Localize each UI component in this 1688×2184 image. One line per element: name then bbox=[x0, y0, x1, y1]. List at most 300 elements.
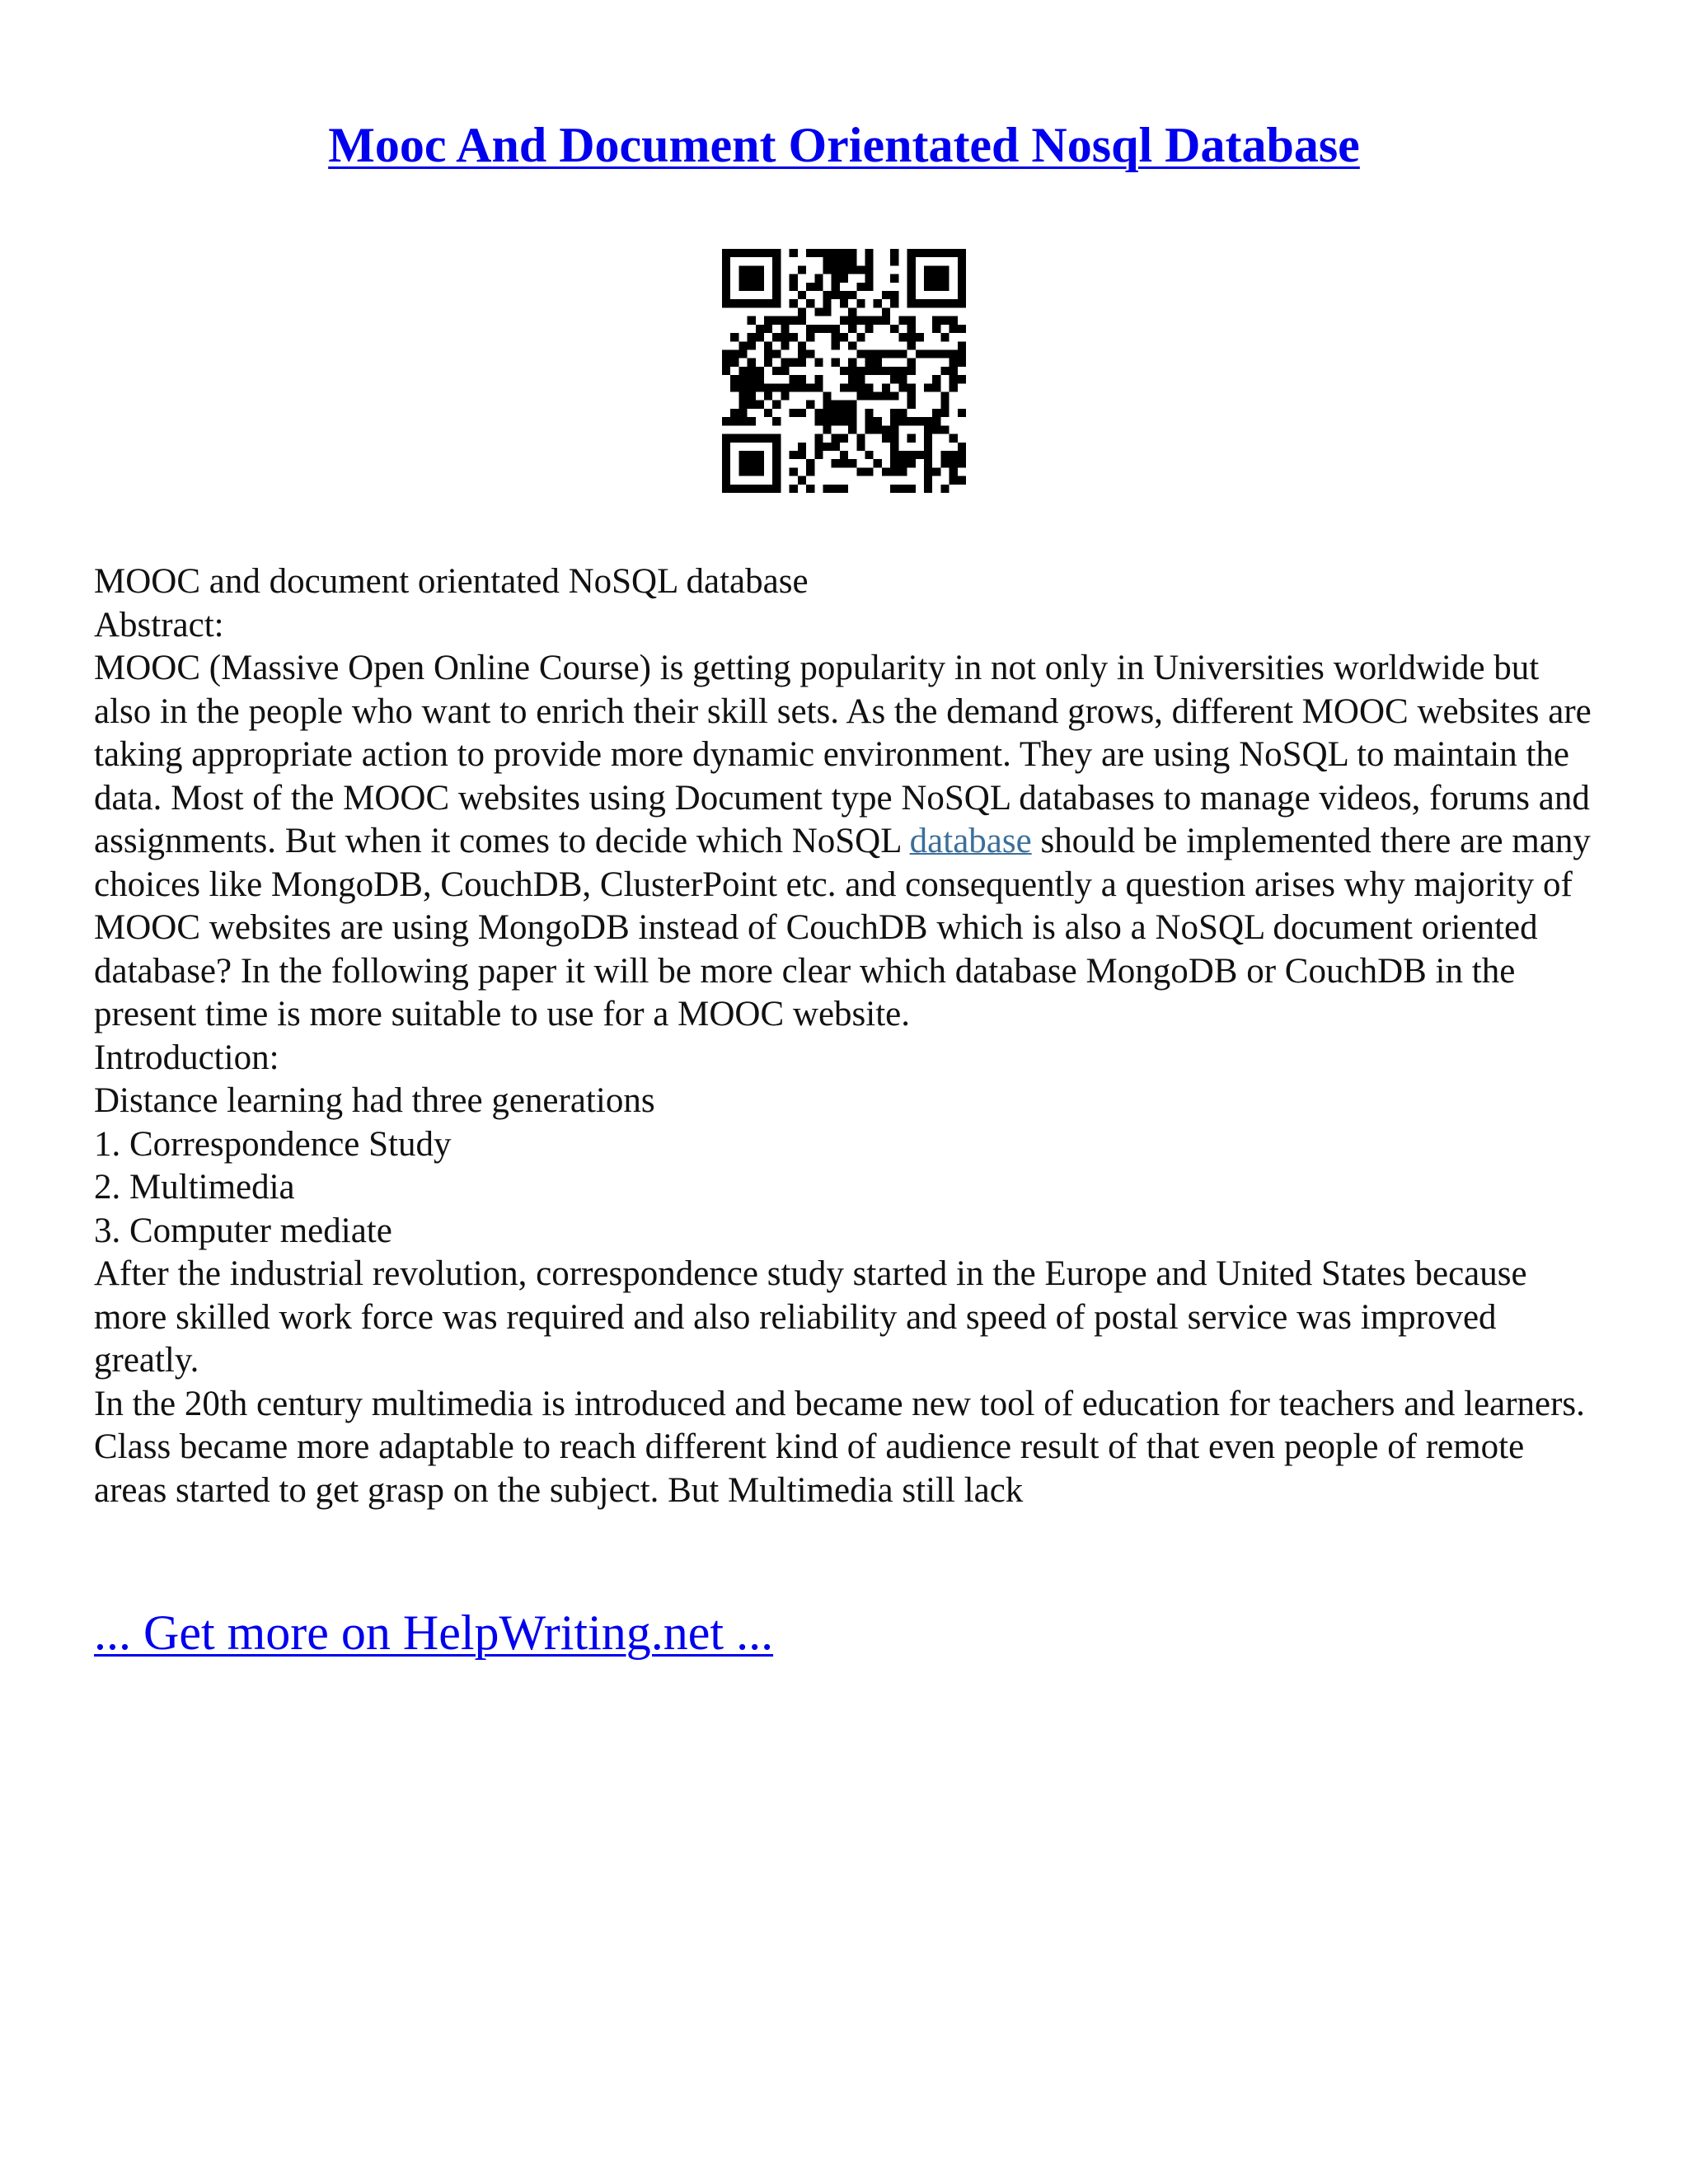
qr-module bbox=[738, 392, 747, 401]
abstract-text-after-link: should be implemented there are many choices like MongoDB, CouchDB, ClusterPoint etc. and consequently a question arises why majority of MOOC websites are using MongoDB instead of CouchDB which is also a NoSQL document oriented database? In the following paper it will be more clear which database MongoDB or CouchDB in the present time is more suitable to use for a MOOC website. bbox=[94, 822, 1591, 1033]
qr-module bbox=[840, 383, 848, 391]
qr-module bbox=[814, 283, 823, 291]
qr-module bbox=[738, 485, 747, 493]
qr-module bbox=[856, 283, 865, 291]
qr-module bbox=[932, 425, 940, 434]
qr-module bbox=[865, 409, 874, 417]
qr-module bbox=[924, 485, 932, 493]
qr-module bbox=[823, 443, 831, 451]
qr-module bbox=[856, 367, 865, 375]
qr-module bbox=[898, 375, 907, 383]
qr-module bbox=[730, 349, 738, 358]
qr-module bbox=[865, 325, 874, 333]
qr-module bbox=[907, 291, 916, 299]
qr-module bbox=[950, 476, 958, 485]
qr-module bbox=[874, 425, 882, 434]
qr-module bbox=[898, 316, 907, 325]
qr-module bbox=[722, 367, 730, 375]
qr-module bbox=[924, 443, 932, 451]
qr-module bbox=[730, 383, 738, 391]
qr-module bbox=[722, 476, 730, 485]
qr-module bbox=[748, 265, 756, 274]
qr-module bbox=[856, 375, 865, 383]
qr-module bbox=[823, 249, 831, 257]
qr-module bbox=[772, 485, 781, 493]
qr-module bbox=[958, 283, 966, 291]
qr-module bbox=[890, 485, 898, 493]
qr-module bbox=[798, 409, 806, 417]
qr-module bbox=[722, 349, 730, 358]
qr-module bbox=[840, 333, 848, 341]
abstract-paragraph bbox=[94, 647, 1602, 1037]
multimedia-paragraph: In the 20th century multimedia is introduced and became new tool of education for teachers and learners. Class became more adaptable to reach different kind of audience result of that even people of remote areas started to get grasp on the subject. But Multimedia still lack bbox=[94, 1384, 1585, 1510]
qr-module bbox=[832, 325, 840, 333]
qr-module bbox=[781, 341, 789, 349]
qr-module bbox=[865, 417, 874, 425]
qr-module bbox=[950, 375, 958, 383]
heading-line: MOOC and document orientated NoSQL database bbox=[94, 562, 809, 601]
qr-module bbox=[898, 409, 907, 417]
qr-module bbox=[890, 467, 898, 476]
qr-module bbox=[890, 459, 898, 467]
qr-module bbox=[882, 291, 890, 299]
qr-module bbox=[865, 265, 874, 274]
qr-module bbox=[958, 341, 966, 349]
qr-module bbox=[738, 274, 747, 283]
qr-module bbox=[856, 299, 865, 307]
qr-module bbox=[772, 299, 781, 307]
qr-module bbox=[748, 392, 756, 401]
qr-module bbox=[772, 467, 781, 476]
qr-module bbox=[940, 425, 949, 434]
qr-module bbox=[848, 367, 856, 375]
qr-module bbox=[806, 459, 814, 467]
qr-module bbox=[856, 333, 865, 341]
qr-module bbox=[932, 467, 940, 476]
qr-module bbox=[748, 417, 756, 425]
qr-module bbox=[890, 274, 898, 283]
qr-module bbox=[882, 434, 890, 443]
qr-module bbox=[748, 274, 756, 283]
qr-module bbox=[865, 283, 874, 291]
qr-module bbox=[772, 367, 781, 375]
qr-module bbox=[756, 299, 764, 307]
qr-module bbox=[832, 257, 840, 265]
qr-module bbox=[916, 349, 924, 358]
qr-module bbox=[748, 375, 756, 383]
qr-module bbox=[840, 409, 848, 417]
qr-module bbox=[772, 333, 781, 341]
qr-module bbox=[898, 383, 907, 391]
qr-module bbox=[823, 425, 831, 434]
qr-module bbox=[756, 451, 764, 459]
qr-module bbox=[748, 485, 756, 493]
qr-module bbox=[814, 249, 823, 257]
qr-module bbox=[907, 459, 916, 467]
qr-module bbox=[748, 451, 756, 459]
qr-module bbox=[890, 375, 898, 383]
database-link[interactable]: database bbox=[909, 822, 1032, 860]
introduction-label: Introduction: bbox=[94, 1038, 279, 1077]
qr-module bbox=[772, 434, 781, 443]
qr-module bbox=[958, 299, 966, 307]
qr-module bbox=[814, 375, 823, 383]
qr-module bbox=[722, 257, 730, 265]
qr-module bbox=[882, 467, 890, 476]
qr-code-image bbox=[722, 249, 966, 493]
qr-module bbox=[890, 417, 898, 425]
qr-module bbox=[798, 476, 806, 485]
qr-module bbox=[890, 434, 898, 443]
qr-module bbox=[738, 341, 747, 349]
qr-module bbox=[898, 367, 907, 375]
qr-module bbox=[730, 359, 738, 367]
qr-module bbox=[924, 459, 932, 467]
qr-module bbox=[924, 476, 932, 485]
qr-module bbox=[764, 409, 772, 417]
qr-module bbox=[790, 274, 798, 283]
qr-module bbox=[890, 291, 898, 299]
qr-module bbox=[856, 467, 865, 476]
qr-module bbox=[932, 375, 940, 383]
qr-module bbox=[832, 434, 840, 443]
qr-module bbox=[756, 274, 764, 283]
qr-module bbox=[924, 349, 932, 358]
get-more-link-line bbox=[94, 1603, 773, 1662]
qr-module bbox=[848, 459, 856, 467]
generation-item: 3. Computer mediate bbox=[94, 1211, 392, 1250]
abstract-text-before-link: MOOC (Massive Open Online Course) is getting popularity in not only in Universities worldwide but also in the people who want to enrich their skill sets. As the demand grows, different MOOC websites are taking appropriate action to provide more dynamic environment. They are using NoSQL to maintain the data. Most of the MOOC websites using Document type NoSQL databases to manage videos, forums and assignments. But when it comes to decide which NoSQL bbox=[94, 649, 1592, 860]
qr-module bbox=[814, 451, 823, 459]
qr-module bbox=[865, 349, 874, 358]
qr-module bbox=[890, 249, 898, 257]
qr-module bbox=[806, 333, 814, 341]
qr-module bbox=[722, 443, 730, 451]
qr-module bbox=[940, 392, 949, 401]
qr-module bbox=[798, 291, 806, 299]
qr-module bbox=[840, 291, 848, 299]
qr-module bbox=[840, 459, 848, 467]
qr-module bbox=[790, 299, 798, 307]
qr-module bbox=[907, 249, 916, 257]
qr-module bbox=[882, 367, 890, 375]
qr-module bbox=[756, 367, 764, 375]
qr-module bbox=[882, 383, 890, 391]
qr-module bbox=[738, 417, 747, 425]
qr-module bbox=[882, 349, 890, 358]
get-more-link[interactable]: ... Get more on HelpWriting.net ... bbox=[94, 1605, 774, 1660]
qr-module bbox=[806, 283, 814, 291]
qr-module bbox=[950, 434, 958, 443]
qr-module bbox=[832, 417, 840, 425]
qr-module bbox=[823, 307, 831, 316]
qr-module bbox=[748, 333, 756, 341]
qr-module bbox=[848, 409, 856, 417]
qr-module bbox=[932, 417, 940, 425]
qr-module bbox=[722, 417, 730, 425]
qr-module bbox=[798, 359, 806, 367]
qr-module bbox=[790, 283, 798, 291]
qr-module bbox=[814, 274, 823, 283]
qr-module bbox=[865, 392, 874, 401]
qr-module bbox=[772, 451, 781, 459]
qr-module bbox=[772, 383, 781, 391]
qr-module bbox=[790, 485, 798, 493]
qr-module bbox=[790, 383, 798, 391]
qr-module bbox=[958, 451, 966, 459]
qr-module bbox=[898, 485, 907, 493]
qr-module bbox=[865, 383, 874, 391]
qr-module bbox=[916, 417, 924, 425]
qr-module bbox=[823, 485, 831, 493]
qr-module bbox=[940, 265, 949, 274]
qr-module bbox=[940, 451, 949, 459]
qr-module bbox=[748, 341, 756, 349]
qr-module bbox=[832, 333, 840, 341]
qr-module bbox=[781, 359, 789, 367]
qr-module bbox=[832, 265, 840, 274]
qr-module bbox=[898, 467, 907, 476]
qr-module bbox=[865, 249, 874, 257]
qr-module bbox=[874, 417, 882, 425]
qr-module bbox=[882, 316, 890, 325]
qr-module bbox=[764, 485, 772, 493]
qr-module bbox=[756, 333, 764, 341]
qr-module bbox=[907, 265, 916, 274]
qr-module bbox=[748, 316, 756, 325]
qr-module bbox=[950, 325, 958, 333]
qr-module bbox=[772, 349, 781, 358]
qr-module bbox=[907, 257, 916, 265]
qr-module bbox=[882, 307, 890, 316]
title-link[interactable]: Mooc And Document Orientated Nosql Database bbox=[328, 118, 1360, 172]
qr-module bbox=[924, 299, 932, 307]
qr-module bbox=[890, 443, 898, 451]
qr-module bbox=[840, 257, 848, 265]
qr-module bbox=[898, 459, 907, 467]
qr-module bbox=[874, 349, 882, 358]
qr-module bbox=[730, 409, 738, 417]
qr-module bbox=[848, 257, 856, 265]
qr-module bbox=[798, 451, 806, 459]
qr-module bbox=[958, 459, 966, 467]
qr-module bbox=[848, 417, 856, 425]
qr-module bbox=[874, 299, 882, 307]
qr-module bbox=[950, 316, 958, 325]
qr-module bbox=[874, 459, 882, 467]
qr-module bbox=[730, 417, 738, 425]
qr-module bbox=[865, 274, 874, 283]
qr-module bbox=[940, 409, 949, 417]
qr-module bbox=[890, 392, 898, 401]
qr-module bbox=[806, 485, 814, 493]
qr-module bbox=[840, 367, 848, 375]
qr-module bbox=[907, 341, 916, 349]
qr-module bbox=[748, 383, 756, 391]
qr-module bbox=[806, 325, 814, 333]
qr-module bbox=[832, 443, 840, 451]
qr-module bbox=[764, 341, 772, 349]
qr-code-graphic bbox=[722, 249, 966, 493]
qr-module bbox=[823, 392, 831, 401]
qr-module bbox=[823, 265, 831, 274]
qr-module bbox=[738, 451, 747, 459]
qr-module bbox=[865, 316, 874, 325]
qr-module bbox=[848, 265, 856, 274]
qr-module bbox=[756, 265, 764, 274]
qr-module bbox=[764, 434, 772, 443]
qr-module bbox=[764, 359, 772, 367]
qr-module bbox=[756, 434, 764, 443]
qr-module bbox=[840, 401, 848, 409]
qr-module bbox=[890, 257, 898, 265]
qr-module bbox=[798, 316, 806, 325]
qr-module bbox=[790, 359, 798, 367]
qr-module bbox=[924, 425, 932, 434]
qr-module bbox=[832, 401, 840, 409]
qr-module bbox=[840, 485, 848, 493]
qr-module bbox=[738, 367, 747, 375]
qr-module bbox=[907, 434, 916, 443]
qr-module bbox=[790, 316, 798, 325]
qr-module bbox=[932, 283, 940, 291]
generations-intro: Distance learning had three generations bbox=[94, 1081, 655, 1120]
qr-module bbox=[958, 443, 966, 451]
qr-module bbox=[756, 459, 764, 467]
qr-module bbox=[798, 443, 806, 451]
qr-module bbox=[890, 349, 898, 358]
qr-module bbox=[856, 443, 865, 451]
qr-module bbox=[874, 367, 882, 375]
qr-module bbox=[907, 367, 916, 375]
qr-module bbox=[874, 316, 882, 325]
qr-module bbox=[958, 325, 966, 333]
qr-module bbox=[738, 349, 747, 358]
qr-module bbox=[790, 467, 798, 476]
qr-module bbox=[832, 341, 840, 349]
qr-module bbox=[722, 249, 730, 257]
qr-module bbox=[722, 274, 730, 283]
industrial-paragraph: After the industrial revolution, correspondence study started in the Europe and United States because more skilled work force was required and also reliability and speed of postal service was improved greatly. bbox=[94, 1254, 1527, 1380]
qr-module bbox=[756, 383, 764, 391]
qr-module bbox=[722, 291, 730, 299]
qr-module bbox=[806, 349, 814, 358]
qr-module bbox=[722, 299, 730, 307]
qr-module bbox=[874, 392, 882, 401]
qr-module bbox=[764, 383, 772, 391]
qr-module bbox=[832, 485, 840, 493]
qr-module bbox=[932, 325, 940, 333]
qr-module bbox=[848, 383, 856, 391]
qr-module bbox=[898, 333, 907, 341]
qr-module bbox=[890, 325, 898, 333]
qr-module bbox=[738, 375, 747, 383]
qr-module bbox=[823, 257, 831, 265]
qr-module bbox=[756, 249, 764, 257]
qr-module bbox=[730, 485, 738, 493]
qr-module bbox=[840, 417, 848, 425]
qr-module bbox=[932, 265, 940, 274]
qr-module bbox=[924, 283, 932, 291]
qr-module bbox=[772, 417, 781, 425]
qr-module bbox=[814, 409, 823, 417]
qr-module bbox=[814, 307, 823, 316]
qr-module bbox=[764, 316, 772, 325]
qr-module bbox=[823, 417, 831, 425]
qr-module bbox=[907, 283, 916, 291]
qr-module bbox=[848, 341, 856, 349]
qr-module bbox=[722, 265, 730, 274]
qr-module bbox=[840, 249, 848, 257]
qr-module bbox=[832, 283, 840, 291]
qr-module bbox=[932, 274, 940, 283]
qr-module bbox=[958, 375, 966, 383]
qr-module bbox=[856, 316, 865, 325]
qr-module bbox=[958, 359, 966, 367]
qr-module bbox=[772, 401, 781, 409]
qr-module bbox=[958, 409, 966, 417]
qr-module bbox=[738, 401, 747, 409]
qr-module bbox=[958, 274, 966, 283]
qr-module bbox=[738, 299, 747, 307]
qr-module bbox=[772, 249, 781, 257]
qr-module bbox=[798, 307, 806, 316]
qr-module bbox=[865, 467, 874, 476]
qr-module bbox=[748, 249, 756, 257]
qr-module bbox=[958, 349, 966, 358]
qr-module bbox=[756, 325, 764, 333]
qr-module bbox=[806, 401, 814, 409]
qr-module bbox=[756, 375, 764, 383]
qr-module bbox=[940, 367, 949, 375]
qr-module bbox=[898, 451, 907, 459]
qr-module bbox=[898, 417, 907, 425]
qr-module bbox=[823, 409, 831, 417]
qr-module bbox=[940, 401, 949, 409]
qr-module bbox=[950, 383, 958, 391]
qr-module bbox=[932, 349, 940, 358]
qr-module bbox=[781, 392, 789, 401]
qr-module bbox=[848, 425, 856, 434]
qr-module bbox=[748, 467, 756, 476]
qr-module bbox=[832, 359, 840, 367]
qr-module bbox=[806, 383, 814, 391]
qr-module bbox=[772, 291, 781, 299]
qr-module bbox=[907, 359, 916, 367]
qr-module bbox=[756, 485, 764, 493]
qr-module bbox=[950, 359, 958, 367]
qr-module bbox=[764, 325, 772, 333]
qr-module bbox=[932, 383, 940, 391]
qr-module bbox=[748, 299, 756, 307]
qr-module bbox=[798, 265, 806, 274]
qr-module bbox=[950, 299, 958, 307]
qr-module bbox=[823, 325, 831, 333]
qr-module bbox=[856, 392, 865, 401]
qr-module bbox=[865, 367, 874, 375]
qr-module bbox=[772, 283, 781, 291]
qr-module bbox=[823, 401, 831, 409]
qr-module bbox=[772, 257, 781, 265]
qr-module bbox=[790, 249, 798, 257]
qr-module bbox=[890, 367, 898, 375]
qr-module bbox=[856, 265, 865, 274]
qr-module bbox=[730, 375, 738, 383]
qr-module bbox=[907, 417, 916, 425]
qr-module bbox=[924, 467, 932, 476]
qr-module bbox=[907, 485, 916, 493]
qr-module bbox=[840, 451, 848, 459]
